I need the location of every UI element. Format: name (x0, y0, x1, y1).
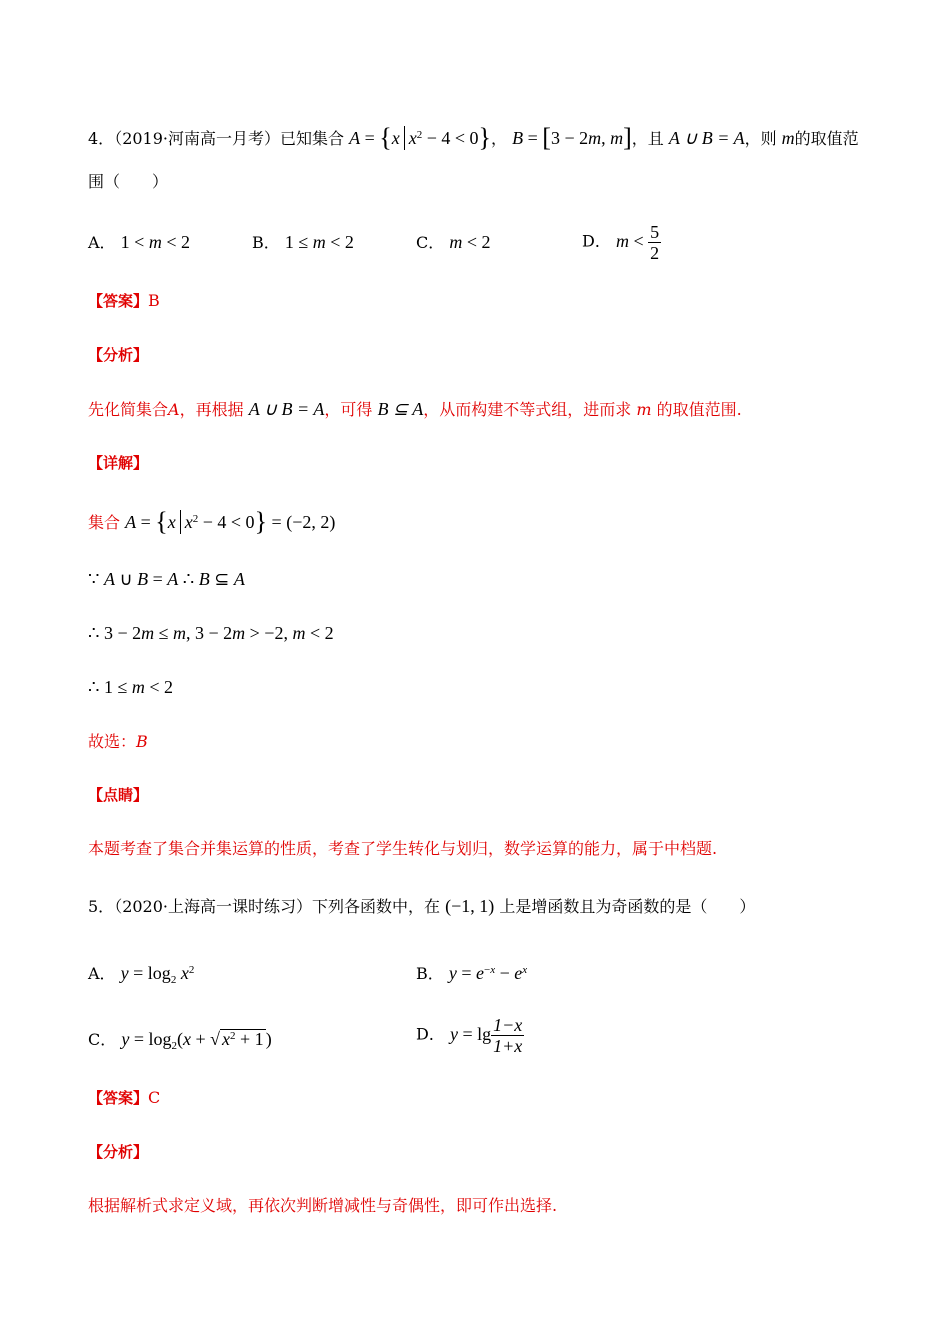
q4-source: （2019·河南高一月考）已知集合 (114, 129, 344, 148)
q4-option-d: D． m < $\frac{5}{2}$ (582, 222, 660, 263)
q4-analysis-tag: 【分析】 (88, 346, 149, 364)
q4-option-c: C． m < 2 (416, 232, 491, 252)
q4-option-b: B． 1 ≤ m < 2 (252, 232, 354, 252)
q5-number: 5． (88, 897, 115, 916)
q4-analysis-text: 先化简集合A，再根据 A ∪ B = A，可得 B ⊆ A，从而构建不等式组，进而求 m 的取值范围. (88, 399, 742, 419)
q4-detail-tag: 【详解】 (88, 454, 149, 472)
q5-analysis-tag: 【分析】 (88, 1143, 149, 1161)
q4-union-formula: A ∪ B = A (668, 128, 745, 148)
q5-interval: (−1, 1) (445, 896, 495, 916)
q4-detail-step3: ∴ 1 ≤ m < 2 (88, 677, 173, 697)
q4-detail-step2: ∴ 3 − 2m ≤ m, 3 − 2m > −2, m < 2 (88, 623, 334, 643)
q4-var-m: m (781, 128, 795, 148)
q4-comment: 本题考查了集合并集运算的性质，考查了学生转化与划归，数学运算的能力，属于中档题. (88, 839, 718, 858)
q4-comment-tag: 【点睛】 (88, 786, 149, 804)
q5-analysis: 根据解析式求定义域，再依次判断增减性与奇偶性，即可作出选择. (88, 1196, 558, 1215)
q4-answer: 【答案】B (88, 291, 160, 310)
q4-set-b-formula: B = [3 − 2m, m] (512, 123, 632, 152)
q4-stem-line1: 4．（2019·河南高一月考）已知集合 A = {x $x^2 - 4 < 0$}， B = [3 − 2m, m]，且 A ∪ B = A，则 m的取值范 (88, 123, 859, 152)
q4-detail-step1: ∵ A ∪ B = A ∴ B ⊆ A (88, 569, 245, 589)
q4-detail-set: 集合 A = {x $x^2 - 4 < 0\} = (-2$, 2) (88, 507, 336, 536)
q5-option-d: D． y = lg $\frac{1-x}{1+x}$ (416, 1015, 523, 1056)
q4-option-a: A． 1 < m < 2 (88, 232, 190, 252)
q5-option-b: B． $y = e^{-x} - e^x$ (416, 963, 528, 983)
q5-source: （2020·上海高一课时练习）下列各函数中，在 (114, 897, 440, 916)
q5-answer: 【答案】C (88, 1088, 161, 1107)
q5-stem: 5．（2020·上海高一课时练习）下列各函数中，在 (−1, 1) 上是增函数且为奇函数的是（ ） (88, 896, 756, 916)
q4-stem-line2: 围（ ） (88, 172, 169, 191)
q4-number: 4． (88, 129, 115, 148)
q4-set-a-formula: A = {x $x^2 - 4 < 0$} (349, 123, 492, 152)
q4-choose: 故选：B (88, 732, 148, 751)
q5-option-a: A． $y = \log_2 x^2$ (88, 963, 195, 986)
q5-option-c: C． $y = \log_2(x$ + √ $x^2 + 1$ ) (88, 1029, 272, 1052)
